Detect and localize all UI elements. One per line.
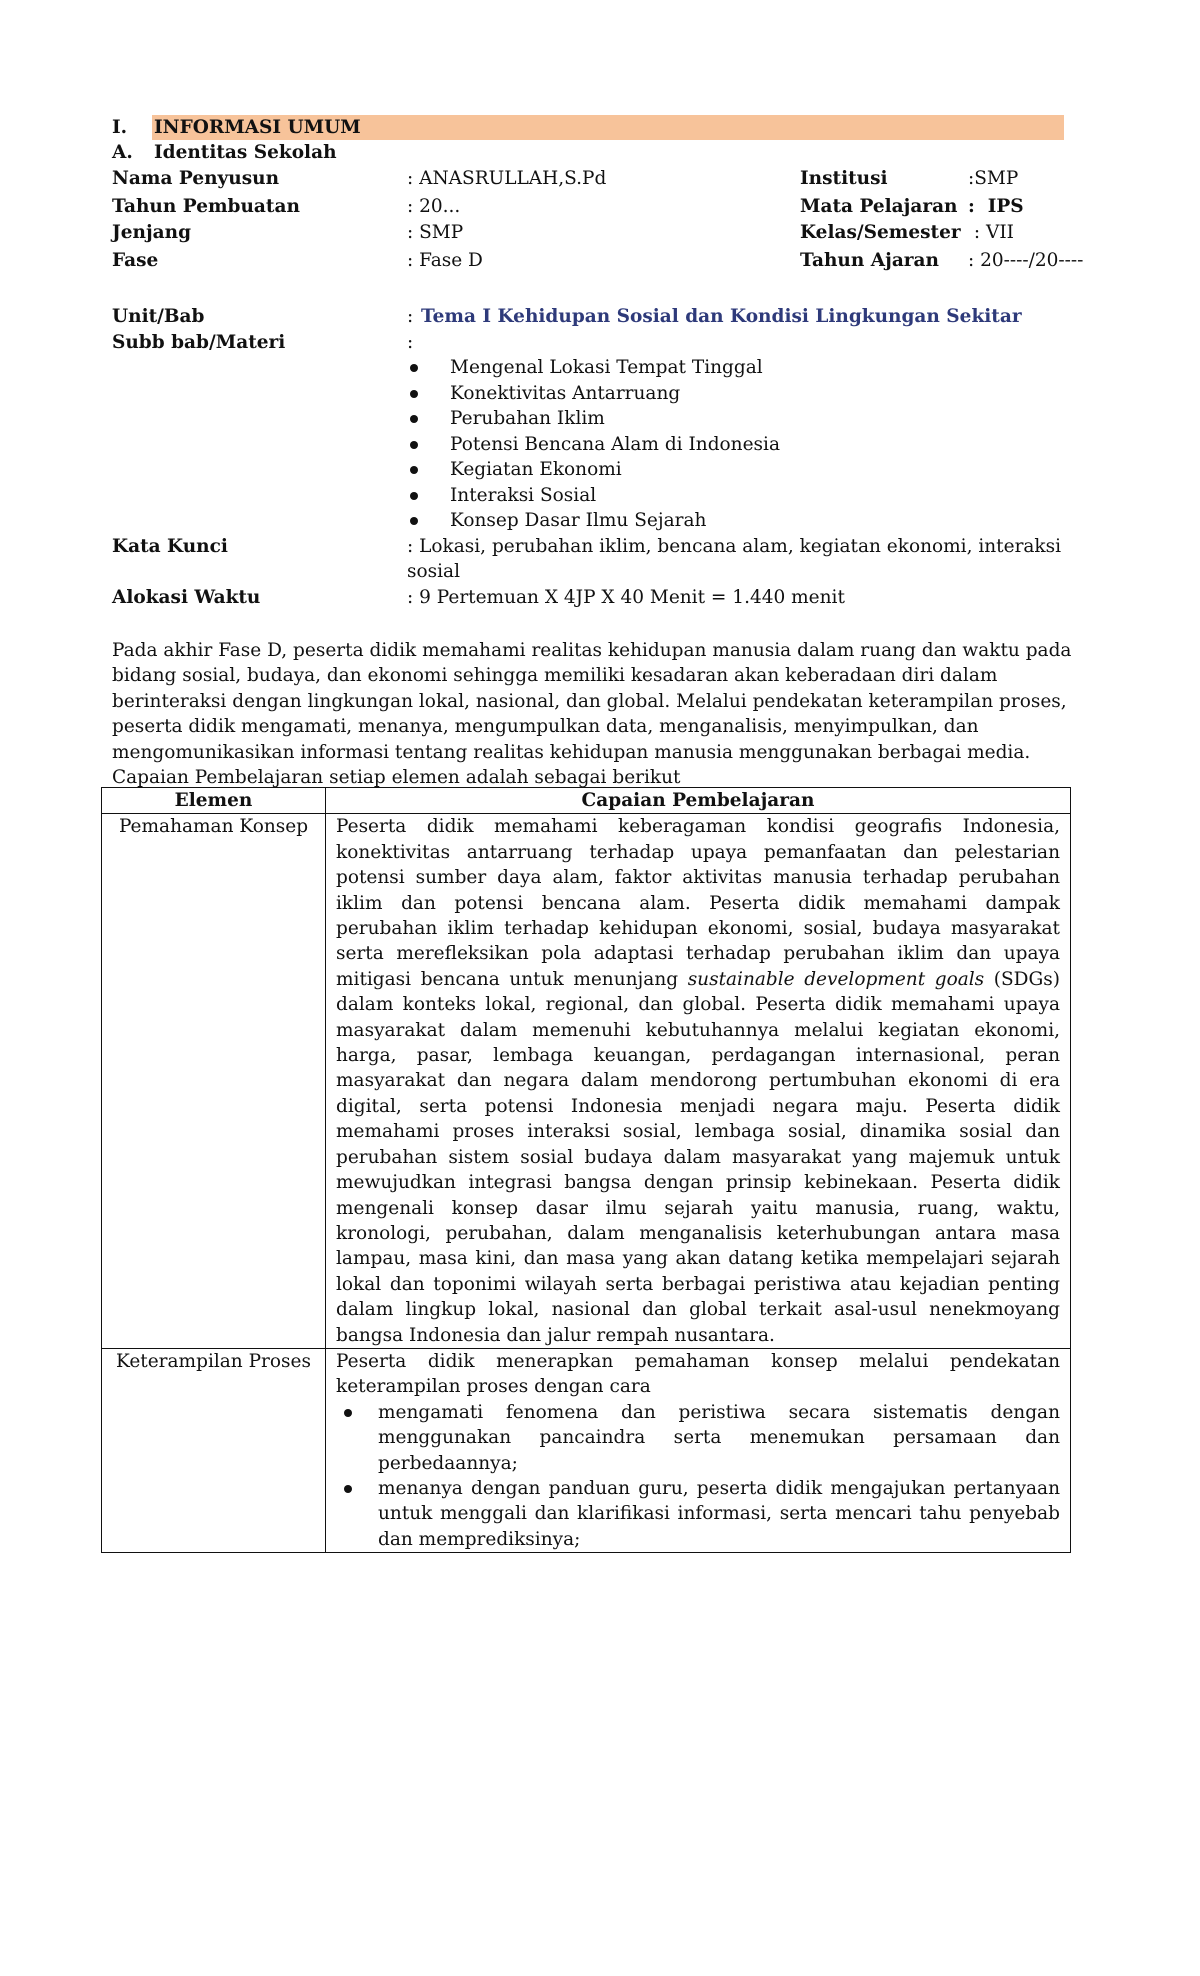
bullet-icon bbox=[410, 517, 418, 525]
subbab-item: Konektivitas Antarruang bbox=[450, 383, 681, 404]
capaian-text-part: Peserta didik memahami keberagaman kondisi geografis Indonesia, konektivitas antarruang terhadap upaya pemanfaatan dan pelestarian potensi sumber daya alam, faktor aktivitas manusia terhadap perubahan iklim dan potensi bencana alam. Peserta didik memahami dampak perubahan iklim terhadap kehidupan ekonomi, sosial, budaya masyarakat serta merefleksikan pola adaptasi terhadap perubahan iklim dan upaya mitigasi bencana untuk menunjang bbox=[336, 816, 1060, 990]
unit-colon: : bbox=[407, 306, 414, 327]
kata-kunci-value: : Lokasi, perubahan iklim, bencana alam, kegiatan ekonomi, interaksi bbox=[407, 536, 1062, 557]
bullet-icon bbox=[410, 492, 418, 500]
table-row bbox=[102, 1348, 1071, 1552]
subsection-title: Identitas Sekolah bbox=[154, 142, 337, 163]
fase-value: : Fase D bbox=[407, 250, 483, 271]
subbab-label: Subb bab/Materi bbox=[112, 332, 286, 353]
bullet-icon bbox=[410, 466, 418, 474]
kata-kunci-value-cont: sosial bbox=[407, 561, 460, 582]
kelas-semester-label: Kelas/Semester bbox=[800, 222, 961, 243]
subbab-item: Potensi Bencana Alam di Indonesia bbox=[450, 434, 780, 455]
bullet-icon bbox=[410, 390, 418, 398]
subbab-item: Interaksi Sosial bbox=[450, 485, 597, 506]
section-title: INFORMASI UMUM bbox=[154, 117, 361, 138]
tahun-pembuatan-label: Tahun Pembuatan bbox=[112, 196, 300, 217]
capaian-intro: Peserta didik menerapkan pemahaman konsep melalui pendekatan keterampilan proses dengan cara bbox=[336, 1350, 1060, 1398]
keterampilan-list bbox=[336, 1400, 1060, 1552]
subsection-letter: A. bbox=[112, 142, 133, 163]
header-capaian: Capaian Pembelajaran bbox=[326, 788, 1071, 814]
intro-caption: Capaian Pembelajaran setiap elemen adalah sebagai berikut bbox=[112, 767, 681, 789]
kelas-semester-value: : VII bbox=[968, 222, 1014, 243]
nama-penyusun-label: Nama Penyusun bbox=[112, 168, 280, 189]
subbab-item: Kegiatan Ekonomi bbox=[450, 459, 622, 480]
header-elemen: Elemen bbox=[102, 788, 326, 814]
capaian-italic-term: sustainable development goals bbox=[687, 968, 985, 990]
capaian-cell bbox=[326, 1348, 1071, 1552]
table-row bbox=[102, 814, 1071, 1349]
subbab-item: Perubahan Iklim bbox=[450, 408, 605, 429]
subbab-item: Konsep Dasar Ilmu Sejarah bbox=[450, 510, 707, 531]
capaian-cell bbox=[326, 814, 1071, 1349]
elemen-cell: Keterampilan Proses bbox=[102, 1348, 326, 1552]
capaian-table bbox=[101, 787, 1071, 1553]
elemen-cell: Pemahaman Konsep bbox=[102, 814, 326, 1349]
capaian-text bbox=[326, 814, 1070, 1348]
alokasi-value: : 9 Pertemuan X 4JP X 40 Menit = 1.440 menit bbox=[407, 587, 845, 608]
intro-paragraph-block bbox=[112, 638, 1095, 790]
alokasi-label: Alokasi Waktu bbox=[112, 587, 261, 608]
subbab-item: Mengenal Lokasi Tempat Tinggal bbox=[450, 357, 763, 378]
section-number: I. bbox=[112, 117, 128, 138]
mata-pelajaran-value: : IPS bbox=[968, 196, 1024, 217]
fase-label: Fase bbox=[112, 250, 159, 271]
table-header-row bbox=[102, 788, 1071, 814]
institusi-label: Institusi bbox=[800, 168, 888, 189]
subbab-colon: : bbox=[407, 332, 414, 353]
tahun-pembuatan-value: : 20... bbox=[407, 196, 461, 217]
capaian-text-part: (SDGs) dalam konteks lokal, regional, dan global. Peserta didik memahami upaya masyarakat dalam memenuhi kebutuhannya melalui kegiatan ekonomi, harga, pasar, lembaga keuangan, perdagangan internasional, peran masyarakat dan negara dalam mendorong pertumbuhan ekonomi di era digital, serta potensi Indonesia menjadi negara maju. Peserta didik memahami proses interaksi sosial, lembaga sosial, dinamika sosial dan perubahan sistem sosial budaya dalam masyarakat yang majemuk untuk mewujudkan integrasi bangsa dengan prinsip kebinekaan. Peserta didik mengenali konsep dasar ilmu sejarah yaitu manusia, ruang, waktu, kronologi, perubahan, dalam menganalisis keterhubungan antara masa lampau, masa kini, dan masa yang akan datang ketika mempelajari sejarah lokal dan toponimi wilayah serta berbagai peristiwa atau kejadian penting dalam lingkup lokal, nasional dan global terkait asal-usul nenekmoyang bangsa Indonesia dan jalur rempah nusantara. bbox=[336, 968, 1060, 1346]
institusi-value: :SMP bbox=[968, 168, 1019, 189]
nama-penyusun-value: : ANASRULLAH,S.Pd bbox=[407, 168, 607, 189]
bullet-icon bbox=[410, 364, 418, 372]
jenjang-value: : SMP bbox=[407, 222, 464, 243]
intro-paragraph: Pada akhir Fase D, peserta didik memahami realitas kehidupan manusia dalam ruang dan waktu pada bidang sosial, budaya, dan ekonomi sehingga memiliki kesadaran akan keberadaan diri dalam berinteraksi dengan lingkungan lokal, nasional, dan global. Melalui pendekatan keterampilan proses, peserta didik mengamati, menanya, mengumpulkan data, menganalisis, menyimpulkan, dan mengomunikasikan informasi tentang realitas kehidupan manusia menggunakan berbagai media. bbox=[112, 640, 1072, 763]
list-item: mengamati fenomena dan peristiwa secara sistematis dengan menggunakan pancaindra serta menemukan persamaan dan perbedaannya; bbox=[336, 1400, 1060, 1476]
unit-label: Unit/Bab bbox=[112, 306, 205, 327]
tahun-ajaran-label: Tahun Ajaran bbox=[800, 250, 939, 271]
tahun-ajaran-value: : 20----/20---- bbox=[968, 250, 1084, 271]
unit-value: Tema I Kehidupan Sosial dan Kondisi Lingkungan Sekitar bbox=[421, 306, 1022, 327]
list-item: menanya dengan panduan guru, peserta didik mengajukan pertanyaan untuk menggali dan klarifikasi informasi, serta mencari tahu penyebab dan memprediksinya; bbox=[336, 1476, 1060, 1552]
bullet-icon bbox=[410, 441, 418, 449]
mata-pelajaran-label: Mata Pelajaran bbox=[800, 196, 958, 217]
jenjang-label: Jenjang bbox=[112, 222, 192, 243]
capaian-text bbox=[326, 1349, 1070, 1552]
bullet-icon bbox=[410, 415, 418, 423]
kata-kunci-label: Kata Kunci bbox=[112, 536, 228, 557]
